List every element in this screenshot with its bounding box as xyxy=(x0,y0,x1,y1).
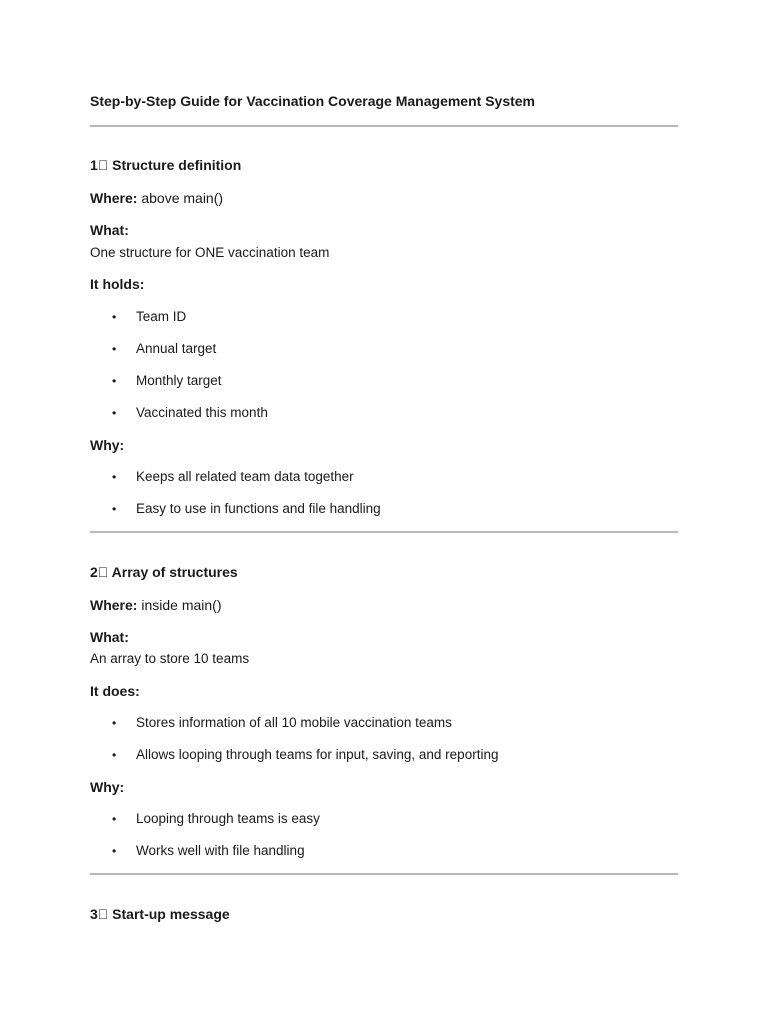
list-item: • Vaccinated this month xyxy=(112,405,268,420)
bullet-icon: • xyxy=(112,844,117,858)
bullet-icon: • xyxy=(112,716,117,730)
divider xyxy=(90,873,678,875)
bullet-icon: • xyxy=(112,342,117,356)
where-label: Where: xyxy=(90,190,138,206)
list-item: • Keeps all related team data together xyxy=(112,469,354,484)
why-label: Why: xyxy=(90,437,125,453)
section-heading: 2⃣ Array of structures xyxy=(90,564,238,580)
bullet-icon: • xyxy=(112,748,117,762)
divider xyxy=(90,531,678,533)
bullet-icon: • xyxy=(112,812,117,826)
holds-label: It holds: xyxy=(90,276,145,292)
bullet-icon: • xyxy=(112,310,117,324)
bullet-icon: • xyxy=(112,502,117,516)
what-label: What: xyxy=(90,222,129,238)
what-value: One structure for ONE vaccination team xyxy=(90,245,330,260)
section-heading: 3⃣ Start-up message xyxy=(90,906,230,922)
list-item: • Easy to use in functions and file handling xyxy=(112,501,381,516)
list-item: • Monthly target xyxy=(112,373,222,388)
what-value: An array to store 10 teams xyxy=(90,651,250,666)
divider xyxy=(90,125,678,127)
where-line xyxy=(90,597,221,613)
bullet-icon: • xyxy=(112,470,117,484)
does-label: It does: xyxy=(90,683,140,699)
where-line xyxy=(90,190,223,206)
list-item: • Stores information of all 10 mobile vaccination teams xyxy=(112,715,452,730)
list-item: • Works well with file handling xyxy=(112,843,305,858)
list-item: • Allows looping through teams for input, saving, and reporting xyxy=(112,747,499,762)
section-heading: 1⃣ Structure definition xyxy=(90,157,242,173)
list-item: • Team ID xyxy=(112,309,187,324)
why-label: Why: xyxy=(90,779,125,795)
bullet-icon: • xyxy=(112,374,117,388)
what-label: What: xyxy=(90,629,129,645)
where-value: above main() xyxy=(141,190,224,206)
list-item: • Annual target xyxy=(112,341,217,356)
where-value: inside main() xyxy=(141,597,222,613)
where-label: Where: xyxy=(90,597,138,613)
list-item: • Looping through teams is easy xyxy=(112,811,320,826)
bullet-icon: • xyxy=(112,406,117,420)
document-title: Step-by-Step Guide for Vaccination Coverage Management System xyxy=(90,93,535,109)
